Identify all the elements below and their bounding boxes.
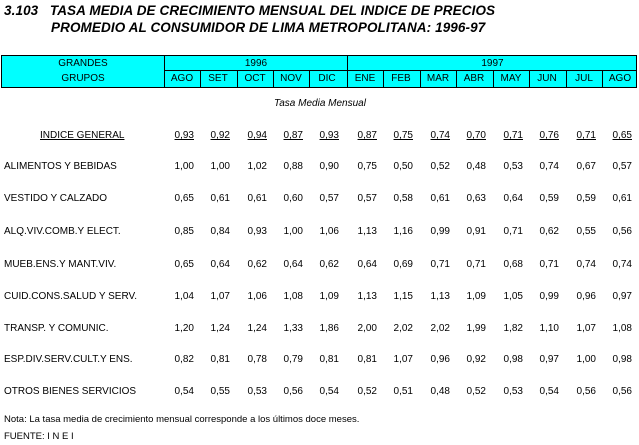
row-value: 0,92 [210, 130, 230, 141]
row-value: 0,96 [576, 291, 596, 302]
subtitle-tasa-media: Tasa Media Mensual [274, 98, 366, 109]
row-value: 0,71 [503, 130, 523, 141]
header-month-12: AGO [608, 73, 632, 84]
header-month-7: MAR [426, 73, 450, 84]
header-month-5: ENE [354, 73, 376, 84]
row-value: 0,81 [319, 354, 339, 365]
row-label: INDICE GENERAL [40, 130, 125, 141]
row-value: 1,33 [283, 323, 303, 334]
row-value: 0,99 [430, 226, 450, 237]
row-value: 0,55 [576, 226, 596, 237]
row-value: 0,53 [247, 386, 267, 397]
row-value: 0,64 [503, 193, 523, 204]
row-value: 0,56 [612, 386, 632, 397]
header-month-9: MAY [500, 73, 522, 84]
row-label: MUEB.ENS.Y MANT.VIV. [4, 259, 117, 270]
row-value: 1,00 [174, 161, 194, 172]
table-row [0, 161, 639, 175]
row-value: 2,02 [430, 323, 450, 334]
row-value: 1,07 [210, 291, 230, 302]
header-month-6: FEB [391, 73, 411, 84]
row-value: 0,93 [174, 130, 194, 141]
row-value: 0,71 [576, 130, 596, 141]
row-value: 0,52 [357, 386, 377, 397]
header-month-divider [237, 71, 238, 87]
row-value: 0,65 [174, 193, 194, 204]
row-value: 0,71 [430, 259, 450, 270]
table-row [0, 226, 639, 240]
header-month-4: DIC [318, 73, 336, 84]
row-value: 1,13 [357, 226, 377, 237]
row-value: 0,76 [539, 130, 559, 141]
row-value: 0,99 [539, 291, 559, 302]
header-grandes: GRANDES [58, 58, 108, 69]
header-month-10: JUN [537, 73, 557, 84]
row-value: 1,08 [283, 291, 303, 302]
row-value: 0,87 [357, 130, 377, 141]
row-value: 0,97 [612, 291, 632, 302]
row-value: 1,99 [466, 323, 486, 334]
row-value: 0,59 [539, 193, 559, 204]
table-header [1, 55, 637, 88]
table-row [0, 291, 639, 305]
row-value: 0,74 [576, 259, 596, 270]
row-value: 1,07 [576, 323, 596, 334]
row-value: 0,64 [283, 259, 303, 270]
row-value: 0,90 [319, 161, 339, 172]
row-value: 0,98 [503, 354, 523, 365]
row-value: 0,81 [210, 354, 230, 365]
row-value: 0,48 [466, 161, 486, 172]
row-value: 0,75 [393, 130, 413, 141]
row-value: 0,74 [430, 130, 450, 141]
header-month-divider [200, 71, 201, 87]
row-value: 0,64 [357, 259, 377, 270]
row-value: 0,52 [466, 386, 486, 397]
table-row [0, 193, 639, 207]
row-label: TRANSP. Y COMUNIC. [4, 323, 109, 334]
table-row [0, 386, 639, 400]
row-label: OTROS BIENES SERVICIOS [4, 386, 137, 397]
row-value: 1,04 [174, 291, 194, 302]
header-month-divider [566, 71, 567, 87]
row-value: 1,00 [283, 226, 303, 237]
row-value: 2,00 [357, 323, 377, 334]
header-month-1: SET [208, 73, 228, 84]
row-value: 0,61 [430, 193, 450, 204]
row-value: 0,78 [247, 354, 267, 365]
row-value: 0,81 [357, 354, 377, 365]
row-value: 0,54 [319, 386, 339, 397]
row-value: 0,51 [393, 386, 413, 397]
row-value: 0,98 [612, 354, 632, 365]
table-row [0, 130, 639, 144]
row-value: 1,05 [503, 291, 523, 302]
row-value: 0,74 [539, 161, 559, 172]
row-value: 1,09 [319, 291, 339, 302]
row-value: 0,93 [319, 130, 339, 141]
row-value: 0,56 [612, 226, 632, 237]
row-value: 0,61 [612, 193, 632, 204]
row-value: 0,71 [466, 259, 486, 270]
row-value: 0,62 [247, 259, 267, 270]
row-value: 0,85 [174, 226, 194, 237]
row-value: 0,79 [283, 354, 303, 365]
table-number: 3.103 [4, 3, 39, 18]
row-value: 0,48 [430, 386, 450, 397]
row-value: 0,65 [174, 259, 194, 270]
row-value: 1,10 [539, 323, 559, 334]
table-title-line2: PROMEDIO AL CONSUMIDOR DE LIMA METROPOLITANA: 1996-97 [51, 20, 486, 35]
header-year-1996: 1996 [244, 58, 268, 69]
row-value: 0,88 [283, 161, 303, 172]
row-value: 0,62 [319, 259, 339, 270]
row-value: 0,71 [539, 259, 559, 270]
source-line: FUENTE: I N E I [4, 431, 74, 442]
header-month-divider [383, 71, 384, 87]
row-value: 0,70 [466, 130, 486, 141]
row-value: 0,56 [283, 386, 303, 397]
row-value: 0,54 [539, 386, 559, 397]
header-month-divider [529, 71, 530, 87]
header-year-1997: 1997 [481, 58, 504, 69]
header-month-divider [456, 71, 457, 87]
row-value: 0,91 [466, 226, 486, 237]
row-value: 0,68 [503, 259, 523, 270]
row-label: ALIMENTOS Y BEBIDAS [4, 161, 117, 172]
row-value: 0,84 [210, 226, 230, 237]
row-value: 0,67 [576, 161, 596, 172]
row-value: 0,59 [576, 193, 596, 204]
row-value: 0,71 [503, 226, 523, 237]
row-label: VESTIDO Y CALZADO [4, 193, 107, 204]
header-month-divider [602, 71, 603, 87]
row-value: 0,82 [174, 354, 194, 365]
row-value: 1,02 [247, 161, 267, 172]
header-grupos: GRUPOS [61, 73, 105, 84]
row-value: 0,60 [283, 193, 303, 204]
row-value: 1,86 [319, 323, 339, 334]
row-value: 0,54 [174, 386, 194, 397]
row-value: 0,92 [466, 354, 486, 365]
header-month-3: NOV [280, 73, 302, 84]
row-value: 1,00 [210, 161, 230, 172]
row-label: CUID.CONS.SALUD Y SERV. [4, 291, 138, 302]
row-value: 1,20 [174, 323, 194, 334]
header-month-divider [420, 71, 421, 87]
header-month-11: JUL [575, 73, 593, 84]
row-value: 0,62 [539, 226, 559, 237]
row-value: 1,00 [576, 354, 596, 365]
row-value: 0,53 [503, 161, 523, 172]
row-value: 0,65 [612, 130, 632, 141]
table-row [0, 259, 639, 273]
row-value: 1,08 [612, 323, 632, 334]
row-value: 1,16 [393, 226, 413, 237]
row-value: 1,06 [319, 226, 339, 237]
row-label: ESP.DIV.SERV.CULT.Y ENS. [4, 354, 133, 365]
footnote: Nota: La tasa media de crecimiento mensual corresponde a los últimos doce meses. [4, 414, 360, 425]
row-value: 0,69 [393, 259, 413, 270]
row-value: 0,64 [210, 259, 230, 270]
row-value: 0,74 [612, 259, 632, 270]
row-value: 0,61 [247, 193, 267, 204]
table-row [0, 323, 639, 337]
row-value: 1,24 [247, 323, 267, 334]
row-value: 1,09 [466, 291, 486, 302]
row-value: 0,87 [283, 130, 303, 141]
row-value: 0,63 [466, 193, 486, 204]
row-value: 1,13 [430, 291, 450, 302]
header-month-divider [493, 71, 494, 87]
header-month-divider [273, 71, 274, 87]
header-month-divider [309, 71, 310, 87]
row-value: 0,75 [357, 161, 377, 172]
row-value: 1,07 [393, 354, 413, 365]
row-value: 0,57 [319, 193, 339, 204]
row-value: 1,24 [210, 323, 230, 334]
table-title-line1 [4, 3, 495, 18]
row-value: 0,50 [393, 161, 413, 172]
row-value: 0,96 [430, 354, 450, 365]
row-label: ALQ.VIV.COMB.Y ELECT. [4, 226, 121, 237]
table-row [0, 354, 639, 368]
row-value: 0,94 [247, 130, 267, 141]
header-month-2: OCT [244, 73, 266, 84]
header-month-0: AGO [170, 73, 194, 84]
row-value: 0,97 [539, 354, 559, 365]
row-value: 1,06 [247, 291, 267, 302]
row-value: 2,02 [393, 323, 413, 334]
row-value: 1,13 [357, 291, 377, 302]
row-value: 0,93 [247, 226, 267, 237]
header-month-8: ABR [463, 73, 485, 84]
row-value: 0,55 [210, 386, 230, 397]
title-text-1: TASA MEDIA DE CRECIMIENTO MENSUAL DEL INDICE DE PRECIOS [49, 3, 496, 18]
row-value: 1,15 [393, 291, 413, 302]
row-value: 0,57 [357, 193, 377, 204]
row-value: 1,82 [503, 323, 523, 334]
row-value: 0,58 [393, 193, 413, 204]
row-value: 0,56 [576, 386, 596, 397]
row-value: 0,57 [612, 161, 632, 172]
row-value: 0,52 [430, 161, 450, 172]
row-value: 0,61 [210, 193, 230, 204]
row-value: 0,53 [503, 386, 523, 397]
